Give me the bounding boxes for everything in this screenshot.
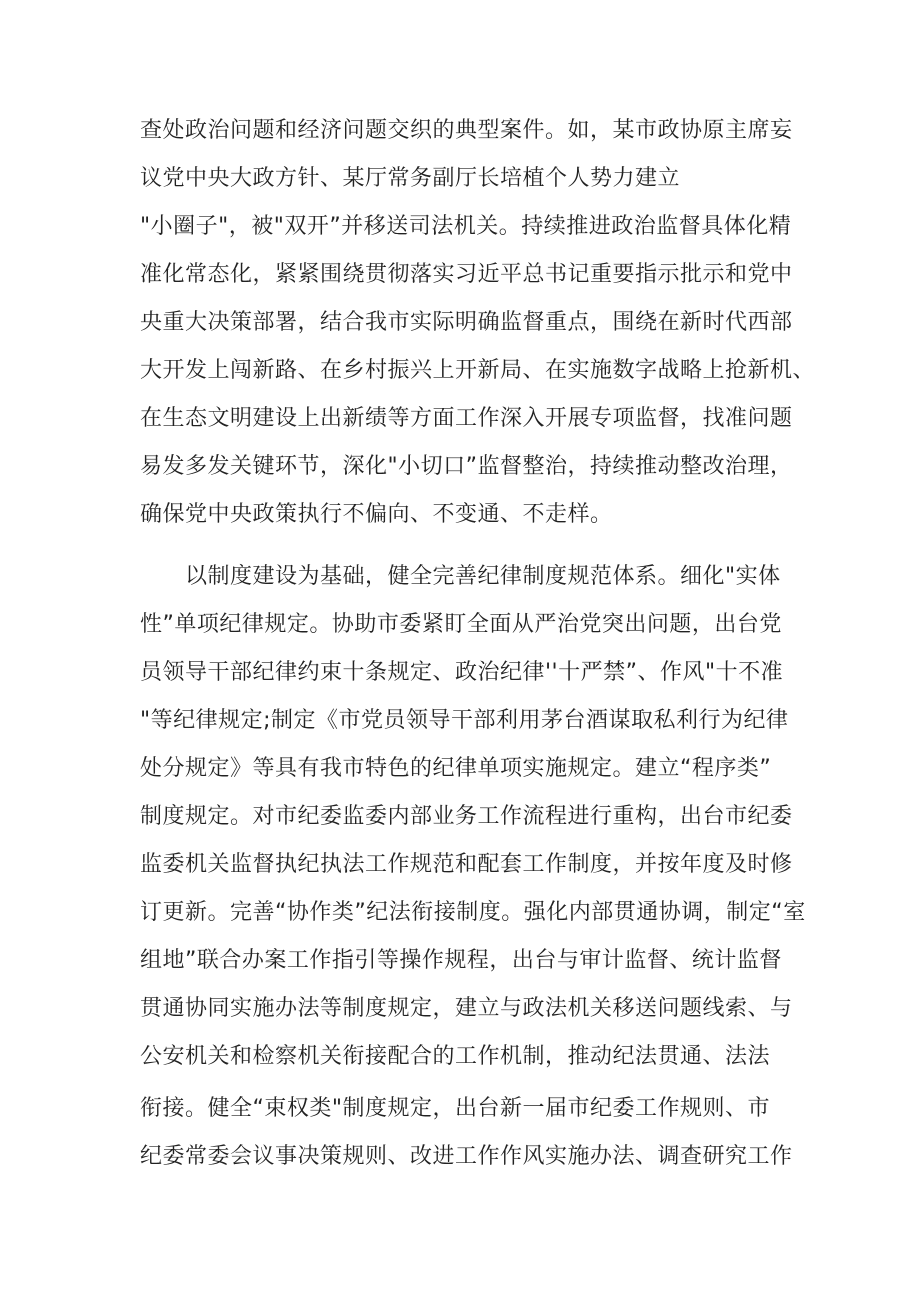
text-line: 央重大决策部署，结合我市实际明确监督重点，围绕在新时代西部 [140,310,793,335]
text-line: 衔接。健全“束权类"制度规定，出台新一届市纪委工作规则、市 [140,1096,771,1121]
text-line: 制度规定。对市纪委监委内部业务工作流程进行重构，出台市纪委 [140,804,793,829]
text-line: 贯通协同实施办法等制度规定，建立与政法机关移送问题线索、与 [140,996,793,1021]
text-line: 监委机关监督执纪执法工作规范和配套工作制度，并按年度及时修 [140,852,793,877]
text-line: 以制度建设为基础，健全完善纪律制度规范体系。细化"实体 [185,564,781,589]
text-line: 组地”联合办案工作指引等操作规程，出台与审计监督、统计监督 [140,948,782,973]
text-line: 大开发上闯新路、在乡村振兴上开新局、在实施数字战略上抢新机、 [140,358,816,383]
text-line: 准化常态化，紧紧围绕贯彻落实习近平总书记重要指示批示和党中 [140,262,793,287]
text-line: 处分规定》等具有我市特色的纪律单项实施规定。建立“程序类” [140,756,772,781]
text-line: 易发多发关键环节，深化"小切口”监督整治，持续推动整改治理， [140,454,793,479]
text-line: 在生态文明建设上出新绩等方面工作深入开展专项监督，找准问题 [140,406,793,431]
text-line: 订更新。完善“协作类”纪法衔接制度。强化内部贯通协调，制定“室 [140,900,806,925]
text-line: 公安机关和检察机关衔接配合的工作机制，推动纪法贯通、法法 [140,1044,771,1069]
text-line: 员领导干部纪律约束十条规定、政治纪律''十严禁”、作风"十不准 [140,660,784,685]
text-line: "小圈子"，被"双开”并移送司法机关。持续推进政治监督具体化精 [140,214,792,239]
text-line: 查处政治问题和经济问题交织的典型案件。如，某市政协原主席妄 [140,118,793,143]
text-line: "等纪律规定;制定《市党员领导干部利用茅台酒谋取私利行为纪律 [140,708,789,733]
text-line: 议党中央大政方针、某厅常务副厅长培植个人势力建立 [140,166,681,191]
text-line: 性”单项纪律规定。协助市委紧盯全面从严治党突出问题，出台党 [140,612,782,637]
text-line: 确保党中央政策执行不偏向、不变通、不走样。 [140,502,613,527]
text-line: 纪委常委会议事决策规则、改进工作作风实施办法、调查研究工作 [140,1144,793,1169]
